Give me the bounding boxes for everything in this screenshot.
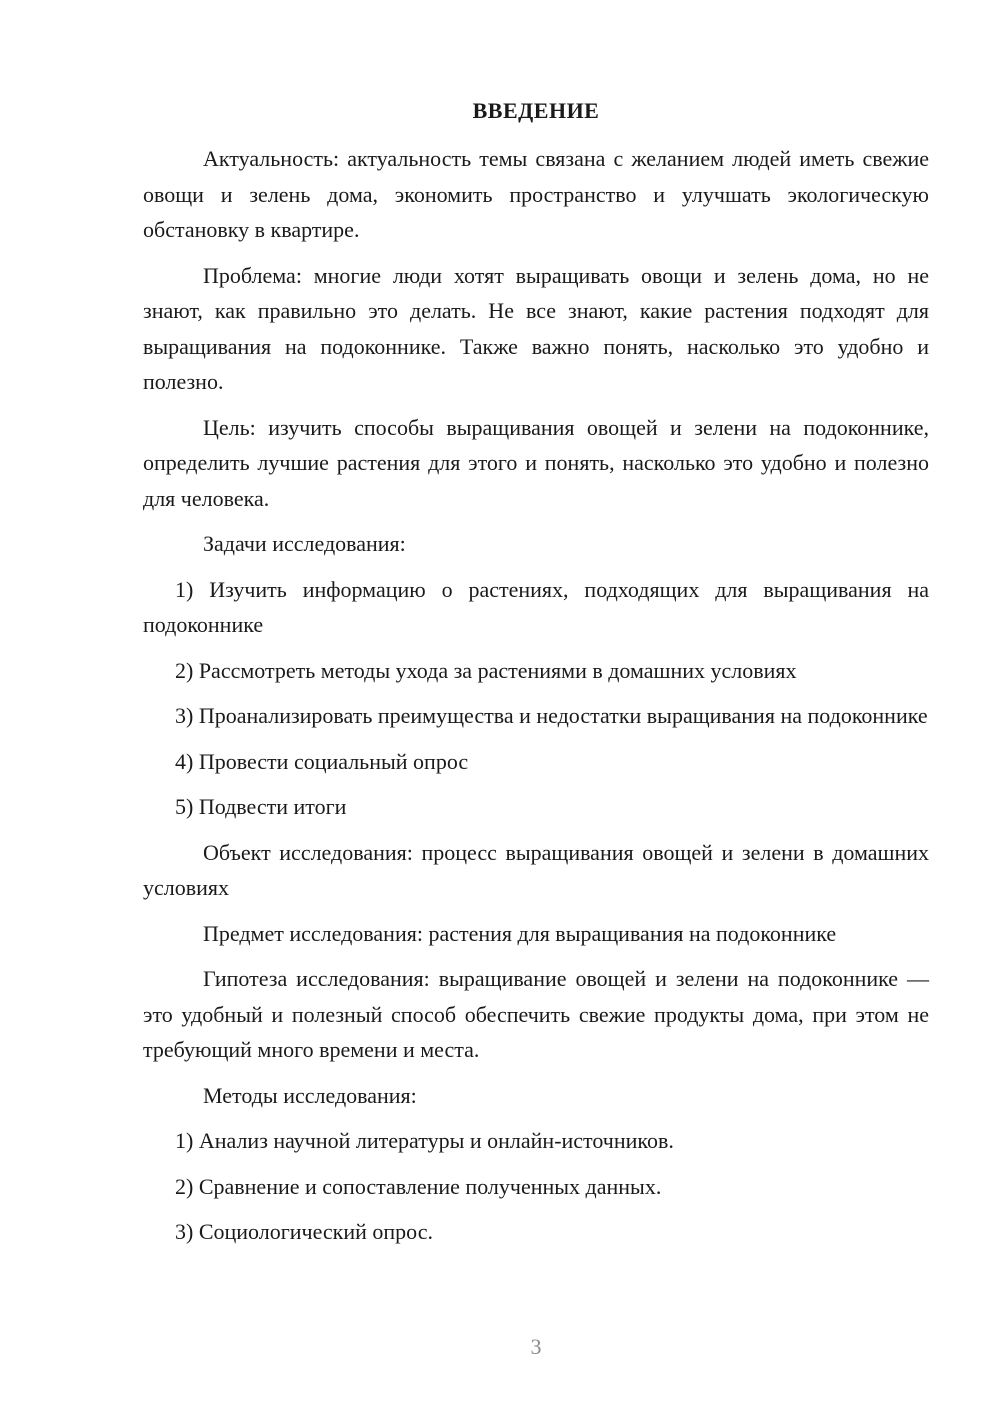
- paragraph-methods-heading: Методы исследования:: [203, 1082, 417, 1108]
- paragraph-relevance: Актуальность: актуальность темы связана с желанием людей иметь свежие овощи и зелень дома, экономить пространство и улучшать экологическую обстановку в квартире.: [143, 146, 929, 242]
- task-list-item: 5) Подвести итоги: [175, 794, 347, 819]
- task-list-item: 4) Провести социальный опрос: [175, 748, 469, 774]
- paragraph-hypothesis: Гипотеза исследования: выращивание овощей и зелени на подоконнике — это удобный и полезный способ обеспечить свежие продукты дома, при этом не требующий много времени и места.: [143, 966, 929, 1062]
- page-title: ВВЕДЕНИЕ: [472, 98, 600, 123]
- task-list-item: 1) Изучить информацию о растениях, подходящих для выращивания на подоконнике: [143, 576, 929, 637]
- paragraph-subject: Предмет исследования: растения для выращивания на подоконнике: [203, 920, 837, 946]
- method-list-item: 1) Анализ научной литературы и онлайн-источников.: [175, 1128, 674, 1153]
- document-body: [143, 141, 929, 1260]
- paragraph-problem: Проблема: многие люди хотят выращивать овощи и зелень дома, но не знают, как правильно это делать. Не все знают, какие растения подходят для выращивания на подоконнике. Также важно понять, насколько это удобно и полезно.: [143, 262, 929, 394]
- method-list-item: 3) Социологический опрос.: [175, 1219, 433, 1244]
- task-list-item: 3) Проанализировать преимущества и недостатки выращивания на подоконнике: [175, 703, 928, 728]
- paragraph-goal: Цель: изучить способы выращивания овощей и зелени на подоконнике, определить лучшие растения для этого и понять, насколько это удобно и полезно для человека.: [143, 414, 929, 511]
- paragraph-tasks-heading: Задачи исследования:: [203, 531, 406, 556]
- page-number: 3: [530, 1334, 542, 1359]
- method-list-item: 2) Сравнение и сопоставление полученных данных.: [175, 1173, 662, 1199]
- paragraph-object: Объект исследования: процесс выращивания овощей и зелени в домашних условиях: [143, 839, 929, 900]
- task-list-item: 2) Рассмотреть методы ухода за растениями в домашних условиях: [175, 657, 797, 683]
